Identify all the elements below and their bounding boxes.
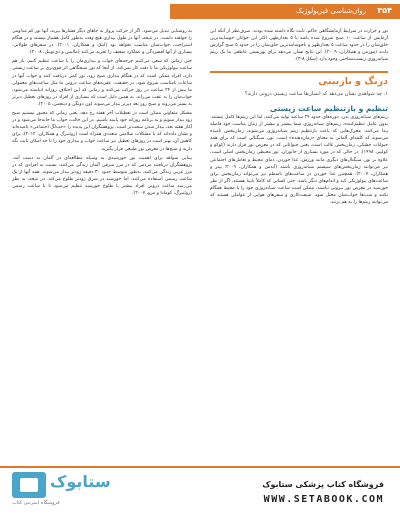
left-paragraph-1: به روشنایی تبدیل می‌شود. اگر از حرکت پرواز به جاهای دیگر فشارها بپرید، آنها نور کم مداومی را خواهند داشت. در نتیجه، آنها در طول بیداری هیچ وقت به‌طور کامل هشیار نیستند و در هنگام استراحت، خواب‌شان مناسب نخواهد بود (اینک و همکاران، ۲۰۰۱). در سفرهای طولانی، بسیاری از آنها افسردگی و عملکرد ضعیف را تجربه می‌کنند (مالیس و دی‌نوبیل، ۲۰۰۸). bbox=[12, 29, 192, 56]
review-heading-text: درنگ و بازبینی bbox=[318, 76, 388, 88]
left-paragraph-2: حتی زمانی که سعی می‌کنیم چرخه‌های خواب و بیداری‌مان را با ساعت تنظیم کنیم، باز هم ساعت بیولوژیکی ما با دقت کار نمی‌کند. از آنجا که نور صبحگاهی اثر قوی‌تری بر ساعت زیستی دارد، افراد ممکن است که در هنگام بیداری صبح زود، نور کمی دریافت کنند و خواب آنها در ساعات نامناسب شروع شود. در حقیقت، عقربه‌های ساعت درونی ما مثل ساعت‌های معمولی ما بیش از ۲۴ ساعت در روز حرکت می‌کنند و زمانی که این اختلاف روزانه انباشته می‌شود، خواب‌مان را به عقب می‌راند. به همین دلیل است که بسیاری از افراد در روزهای تعطیل دیرتر به بستر می‌روند و صبح روز بعد دیرتر بیدار می‌شوند (ون دونگن و دینجس، ۲۰۰۵). bbox=[12, 59, 192, 107]
running-header bbox=[170, 4, 400, 19]
footer bbox=[0, 456, 400, 514]
review-question: ۱. چه شواهدی نشان می‌دهد که انسان‌ها ساعت زیستی درونی دارند؟ bbox=[244, 91, 388, 98]
page-number: ۳۵۴ bbox=[377, 6, 392, 15]
intro-paragraph: نور و حرارت در شرایط آزمایشگاهی حاکم، ثابت نگاه داشته شده بودند. صرف‌نظر از آنکه این آزمایش از ساعت ۱۰ صبح شروع شده باشد یا ۵ بعدازظهر، اکثر این جوانان خوشایندترین خلق‌شان را در حدود ساعت ۵ بعدازظهر و ناخوشایندترین خلق‌شان را در حدود ۵ صبح گزارش دادند (مورمن و همکاران، ۲۰۰۹). این نتایج نشان می‌دهد برای بهزیستی عاطفی ما یک ریتم شبانه‌روزی زیست‌شناختی وجود دارد (شکل ۸-۳). bbox=[210, 29, 388, 63]
store-name: فروشگاه کتاب پزشکی ستابوک bbox=[262, 480, 384, 489]
subheading: تنظیم و بازتنظیم ساعت زیستی bbox=[270, 103, 388, 113]
review-section-heading bbox=[210, 71, 388, 88]
footer-divider bbox=[0, 466, 400, 468]
book-icon bbox=[12, 472, 46, 498]
setabook-logo[interactable] bbox=[12, 470, 111, 510]
left-paragraph-4: بینایی شواهد برای اهمیت نور خورشیدی به وسیله مطالعه‌ای در آلمان به دست آمد. پژوهشگران دریافتند مردمی که در مرز شرقی آلمان زندگی می‌کنند، نسبت به افرادی که در مرز غربی زندگی می‌کنند، به‌طور متوسط حدود ۳۰ دقیقه زودتر بیدار می‌شوند. همه آنها از یک ساعت رسمی استفاده می‌کنند، اما خورشید در شرق زودتر طلوع می‌کند. در نتیجه، به نظر می‌رسد ساعت درونی افراد بیشتر با طلوع خورشید تنظیم می‌شود تا با ساعت رسمی (روئنبرگ، کومادا و مرو، ۲۰۰۷). bbox=[12, 155, 192, 197]
logo-wordmark: ستابوک bbox=[50, 472, 111, 491]
logo-tagline: فروشگاه اینترنتی کتاب bbox=[12, 500, 60, 506]
left-column bbox=[12, 28, 192, 450]
running-header-title: روان‌شناسی فیزیولوژیک bbox=[295, 7, 366, 15]
right-column bbox=[210, 28, 388, 450]
store-url-link[interactable]: WWW.SETABOOK.COM bbox=[263, 494, 384, 505]
body-paragraph: ریتم‌های شبانه‌روزی بدن، دوره‌های حدود ۲۴ ساعته تولید می‌کنند، اما این ریتم‌ها کامل نیستند. بدون عامل تنظیم‌کننده، ریتم‌های شبانه‌روزی شما بیشتر و بیشتر از زمان مناسب خود فاصله پیدا می‌کنند. محرک‌هایی که باعث بازتنظیم ریتم شبانه‌روزی می‌شوند، زمان‌بخش نامیده می‌شوند که کلمه‌ای آلمانی به معنای «زمان‌دهنده» است. نور، سیگنالی است که برای همه حیوانات خشکی، زمان‌بخش غالب است، یعنی حیواناتی که در معرض نور قرار دارند (کوکو و کولینز، ۱۹۹۸). در حالی که در مورد بسیاری از جانوران، نور محیطی زمان‌بخش اصلی است، علاوه بر نور، سیگنال‌های دیگری مانند ورزش، غذا خوردن، دمای محیط و تعامل‌های اجتماعی نیز می‌توانند زمان‌بخش‌های سیستم شبانه‌روزی باشند (آیدمن و همکاران، ۲۰۰۹؛ پیتز و همکاران، ۲۰۰۷). همچنین غذا خوردن در ساعت‌های نامنظم نیز می‌تواند زمان‌بخش برای ساعت‌های بیولوژیکی کبد و اندام‌های دیگر باشد. حتی کسانی که کاملاً نابینا هستند، اگر از نظر خورشید در معرض نور بیرونی نباشند، ممکن است ساعت شبانه‌روزی خود را با محیط همگام نکنند و شب‌ها خواب‌شان مختل شود. شیفت‌کاری و سفرهای هوایی از عواملی هستند که می‌توانند ریتم‌ها را به هم بزنند. bbox=[210, 114, 388, 206]
left-paragraph-3: مشکل متفاوتی ممکن است در تعطیلات آخر هفته رخ دهد، یعنی زمانی که مجبور نیستیم صبح زود بیدار شویم و به برنامه روزانه خود پایبند باشیم. در این حالت، خواب ما جابه‌جا می‌شود و در آغاز هفته بعد، بیدار شدن سخت‌تر است. پژوهشگران این پدیده را «جت‌لگ اجتماعی» نامیده‌اند و نشان داده‌اند که با مشکلات سلامتی متعددی همراه است (روئنبرگ و همکاران، ۲۰۱۲). برای کاهش آن، بهتر است در روزهای تعطیل نیز ساعت خواب و بیداری خود را تا حد امکان ثابت نگه دارید و صبح‌ها در معرض نور طبیعی قرار بگیرید. bbox=[12, 111, 192, 152]
